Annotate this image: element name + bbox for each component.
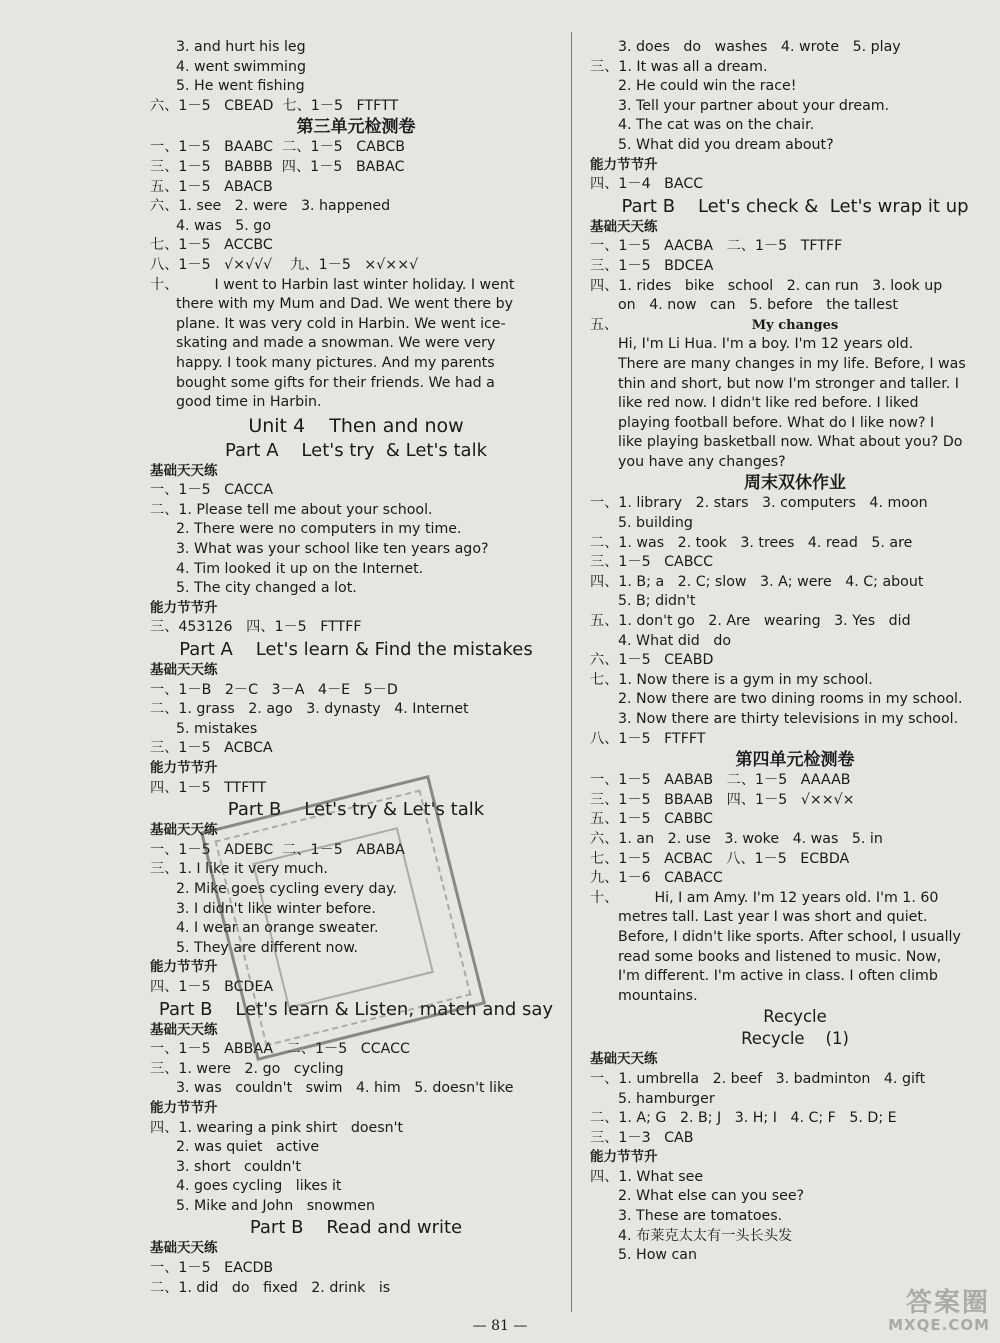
answer-line: 七、1－5 ACBAC 八、1－5 ECBDA — [590, 850, 850, 867]
answer-line: 4. 布莱克太太有一头长头发 — [618, 1227, 793, 1244]
answer-line: read some books and listened to music. Now, — [618, 948, 942, 965]
answer-line: 3. does do washes 4. wrote 5. play — [618, 39, 901, 55]
answer-line: 3. was couldn't swim 4. him 5. doesn't like — [176, 1080, 514, 1097]
section-heading: Part B Let's try & Let's talk — [227, 799, 485, 821]
answer-line: 4. I wear an orange sweater. — [176, 920, 379, 937]
answer-line: 四、1－5 TTFTT — [150, 779, 267, 796]
answer-line: 六、1. see 2. were 3. happened — [150, 198, 391, 215]
answer-line: 5. building — [618, 515, 693, 532]
answer-line: 2. He could win the race! — [618, 78, 797, 95]
answer-line: 3. What was your school like ten years ago? — [176, 541, 489, 558]
answer-line: 一、1－5 ABBAA 二、1－5 CCACC — [150, 1041, 410, 1058]
answer-line: 5. B; didn't — [618, 593, 696, 610]
answer-line: 二、1. was 2. took 3. trees 4. read 5. are — [590, 534, 913, 551]
essay-title-text: My changes — [751, 317, 839, 333]
answer-line: 5. hamburger — [618, 1090, 715, 1107]
answer-line: 3. short couldn't — [176, 1158, 301, 1175]
column-divider — [571, 32, 572, 1312]
answer-line: 四、1. wearing a pink shirt doesn't — [150, 1119, 404, 1136]
answer-line: 五、1－5 ABACB — [150, 178, 273, 195]
answer-line: 四、1－5 BCDEA — [150, 978, 274, 995]
answer-line: 5. mistakes — [176, 720, 258, 737]
answer-line: 5. The city changed a lot. — [176, 580, 357, 597]
answer-line: 一、1－5 ADEBC 二、1－5 ABABA — [150, 841, 405, 858]
answer-line: 三、1－5 CABCC — [590, 554, 714, 571]
answer-line: 一、1－5 AABAB 二、1－5 AAAAB — [590, 772, 851, 789]
answer-line: like playing basketball now. What about you? Do — [618, 434, 963, 451]
section-heading: Recycle (1) — [741, 1029, 849, 1049]
section-label: 能力节节升 — [590, 1149, 658, 1166]
answer-line: 五、1. don't go 2. Are wearing 3. Yes did — [590, 613, 911, 630]
answer-line: 5. He went fishing — [176, 78, 305, 95]
answer-line: 七、1－5 ACCBC — [150, 237, 273, 254]
answer-line: 2. What else can you see? — [618, 1188, 805, 1205]
answer-line: Before, I didn't like sports. After school, I usually — [618, 928, 961, 945]
answer-line: 七、1. Now there is a gym in my school. — [590, 671, 873, 688]
answer-line: 2. There were no computers in my time. — [176, 521, 462, 538]
answer-line: 2. Mike goes cycling every day. — [176, 880, 398, 897]
section-heading: Part A Let's learn & Find the mistakes — [179, 639, 533, 661]
answer-line: 八、1－5 √×√√√ 九、1－5 ×√××√ — [150, 256, 419, 273]
answer-line: 三、453126 四、1－5 FTTFF — [150, 619, 362, 636]
answer-line: 一、1－5 AACBA 二、1－5 TFTFF — [590, 238, 843, 255]
section-label: 基础天天练 — [150, 1021, 218, 1038]
answer-line: you have any changes? — [618, 453, 786, 470]
answer-line: 四、1. What see — [590, 1168, 704, 1185]
section-label: 能力节节升 — [150, 959, 218, 976]
answer-line: 三、1－5 BDCEA — [590, 257, 714, 274]
section-label: 基础天天练 — [590, 218, 658, 235]
answer-line: thin and short, but now I'm stronger and taller. I — [618, 375, 959, 392]
answer-line: 3. Tell your partner about your dream. — [618, 97, 890, 114]
section-label: 基础天天练 — [590, 1051, 658, 1068]
right-column — [590, 38, 1000, 1266]
answer-line: 三、1－5 BABBB 四、1－5 BABAC — [150, 158, 405, 175]
section-heading: Part B Let's check & Let's wrap it up — [621, 195, 969, 217]
answer-line: 4. goes cycling likes it — [176, 1178, 342, 1195]
answer-line: There are many changes in my life. Before, I was — [618, 355, 966, 372]
section-label: 能力节节升 — [150, 599, 218, 616]
answer-line: bought some gifts for their friends. We had a — [176, 374, 495, 391]
answer-line: 3. and hurt his leg — [176, 39, 306, 55]
answer-line: 四、1－4 BACC — [590, 176, 704, 193]
answer-line: 4. The cat was on the chair. — [618, 117, 815, 134]
answer-line: on 4. now can 5. before the tallest — [618, 297, 898, 314]
answer-line: there with my Mum and Dad. We went there by — [176, 296, 514, 313]
answer-line: good time in Harbin. — [176, 394, 322, 411]
answer-line: 2. Now there are two dining rooms in my school. — [618, 691, 963, 708]
section-heading: 周末双休作业 — [744, 473, 846, 494]
answer-line: Hi, I'm Li Hua. I'm a boy. I'm 12 years old. — [618, 336, 914, 353]
page-number: — 81 — — [472, 1318, 528, 1334]
section-label: 基础天天练 — [150, 662, 218, 679]
answer-line: 4. was 5. go — [176, 217, 271, 234]
answer-line: 四、1. rides bike school 2. can run 3. look up — [590, 277, 943, 294]
section-label: 能力节节升 — [150, 1099, 218, 1116]
answer-line: 六、1－5 CEABD — [590, 652, 714, 669]
answer-line: plane. It was very cold in Harbin. We went ice- — [176, 315, 506, 332]
answer-line: 一、1－5 BAABC 二、1－5 CABCB — [150, 139, 405, 156]
answer-line: 一、1. library 2. stars 3. computers 4. moon — [590, 495, 928, 512]
section-label: 能力节节升 — [590, 156, 658, 173]
section-label: 基础天天练 — [150, 822, 218, 839]
question-number: 五、 — [590, 316, 618, 333]
answer-line: playing football before. What do I like now? I — [618, 414, 935, 431]
answer-line: 一、1－5 CACCA — [150, 482, 274, 499]
answer-line: 十、 Hi, I am Amy. I'm 12 years old. I'm 1. 60 — [590, 889, 939, 906]
watermark-en: MXQE.COM — [888, 1316, 990, 1334]
section-heading: Unit 4 Then and now — [248, 414, 464, 437]
answer-line: 2. was quiet active — [176, 1139, 320, 1156]
section-label: 基础天天练 — [150, 462, 218, 479]
answer-line: 四、1. B; a 2. C; slow 3. A; were 4. C; about — [590, 573, 924, 590]
answer-line: 六、1－5 CBEAD 七、1－5 FTFTT — [150, 97, 399, 114]
left-column — [150, 38, 562, 1298]
answer-line: happy. I took many pictures. And my parents — [176, 354, 495, 371]
answer-line: 九、1－6 CABACC — [590, 870, 723, 887]
answer-line: 5. What did you dream about? — [618, 136, 834, 153]
answer-line: 一、1－5 EACDB — [150, 1260, 274, 1277]
section-heading: Part B Let's learn & Listen, match and say — [158, 998, 554, 1020]
answer-line: 3. These are tomatoes. — [618, 1208, 783, 1225]
answer-line: 二、1. grass 2. ago 3. dynasty 4. Internet — [150, 701, 469, 718]
answer-line: 五、1－5 CABBC — [590, 811, 713, 828]
answer-line: 八、1－5 FTFFT — [590, 730, 706, 747]
answer-line: 一、1－B 2－C 3－A 4－E 5－D — [150, 681, 398, 698]
answer-line: mountains. — [618, 987, 698, 1004]
answer-line: like red now. I didn't like red before. I liked — [618, 395, 919, 412]
section-heading: 第四单元检测卷 — [735, 750, 855, 771]
site-watermark — [800, 1289, 990, 1335]
watermark-cn: 答案圈 — [905, 1288, 990, 1318]
answer-line: 三、1. I like it very much. — [150, 861, 328, 878]
answer-line: 六、1. an 2. use 3. woke 4. was 5. in — [590, 830, 883, 847]
answer-line — [590, 316, 1000, 336]
section-heading: Part B Read and write — [249, 1217, 463, 1239]
answer-line: 三、1－5 ACBCA — [150, 740, 273, 757]
answer-line: 3. I didn't like winter before. — [176, 900, 376, 917]
answer-line: 三、1－5 BBAAB 四、1－5 √××√× — [590, 791, 855, 808]
answer-line: 5. Mike and John snowmen — [176, 1197, 375, 1214]
section-label: 能力节节升 — [150, 760, 218, 776]
answer-line: metres tall. Last year I was short and quiet. — [618, 909, 928, 926]
answer-line: 5. How can — [618, 1247, 697, 1264]
section-heading: Part A Let's try & Let's talk — [224, 439, 488, 461]
answer-line: 4. What did do — [618, 632, 732, 649]
section-heading: 第三单元检测卷 — [296, 117, 416, 138]
section-heading: Recycle — [763, 1007, 827, 1027]
answer-line: skating and made a snowman. We were very — [176, 335, 496, 352]
answer-line: 一、1. umbrella 2. beef 3. badminton 4. gift — [590, 1070, 926, 1087]
answer-line: 二、1. Please tell me about your school. — [150, 501, 433, 518]
section-label: 基础天天练 — [150, 1240, 218, 1257]
answer-line: 三、1－3 CAB — [590, 1129, 694, 1146]
answer-line: 5. They are different now. — [176, 939, 359, 956]
answer-line: 4. went swimming — [176, 58, 306, 75]
answer-line: I'm different. I'm active in class. I often climb — [618, 968, 938, 985]
answer-line: 二、1. did do fixed 2. drink is — [150, 1279, 391, 1296]
answer-line: 三、1. were 2. go cycling — [150, 1060, 344, 1077]
answer-line: 3. Now there are thirty televisions in my school. — [618, 711, 959, 727]
answer-line: 三、1. It was all a dream. — [590, 58, 768, 75]
answer-line: 十、 I went to Harbin last winter holiday. I went — [150, 276, 515, 293]
answer-line: 4. Tim looked it up on the Internet. — [176, 560, 424, 577]
answer-line: 二、1. A; G 2. B; J 3. H; I 4. C; F 5. D; E — [590, 1110, 897, 1127]
